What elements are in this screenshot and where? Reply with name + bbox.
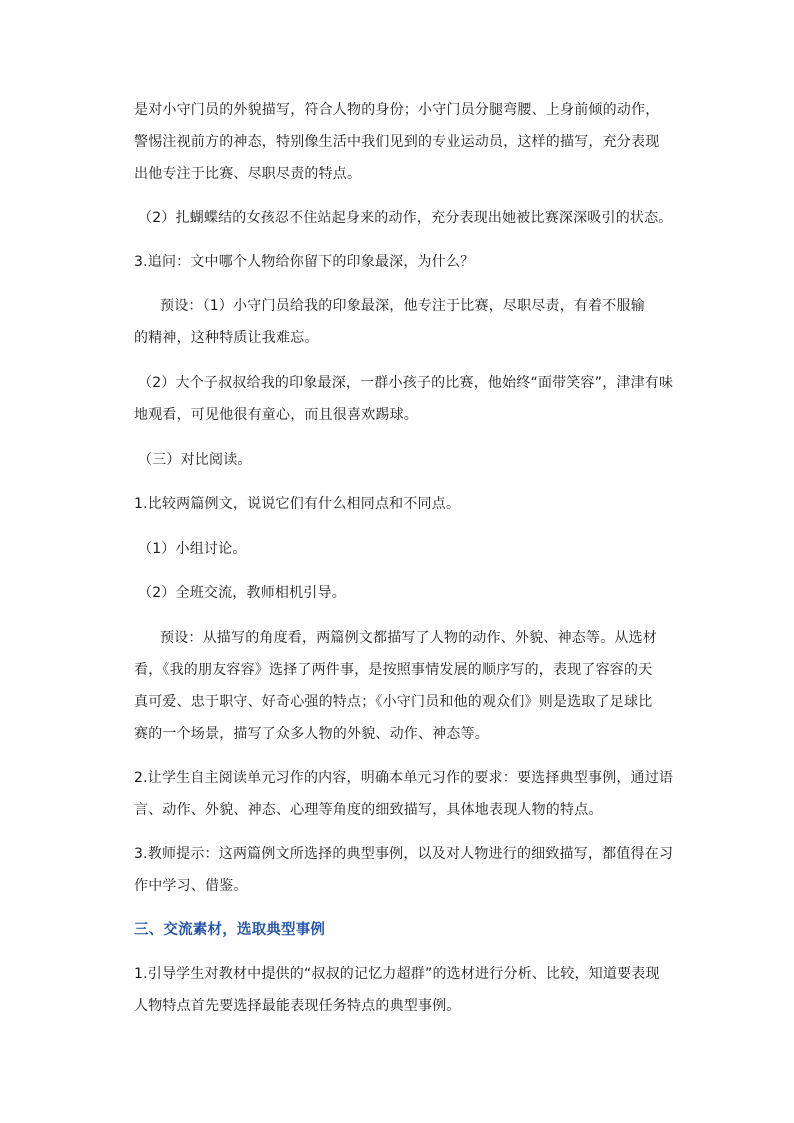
paragraph-line: 预设：从描写的角度看，两篇例文都描写了人物的动作、外貌、神态等。从选材 bbox=[160, 630, 657, 646]
paragraph-line: （2）大个子叔叔给我的印象最深，一群小孩子的比赛，他始终“面带笑容”，津津有味 bbox=[138, 375, 674, 391]
paragraph-line: （1）小组讨论。 bbox=[138, 541, 247, 557]
section-heading: （三）对比阅读。 bbox=[138, 452, 252, 468]
paragraph-line: （2）扎蝴蝶结的女孩忍不住站起身来的动作，充分表现出她被比赛深深吸引的状态。 bbox=[138, 210, 673, 226]
paragraph-line: 地观看，可见他很有童心，而且很喜欢踢球。 bbox=[134, 407, 418, 423]
paragraph-line: 1.引导学生对教材中提供的“叔叔的记忆力超群”的选材进行分析、比较，知道要表现 bbox=[134, 966, 660, 982]
paragraph-line: 真可爱、忠于职守、好奇心强的特点；《小守门员和他的观众们》则是选取了足球比 bbox=[134, 694, 653, 710]
paragraph-line: 作中学习、借鉴。 bbox=[134, 878, 248, 894]
paragraph-line: 人物特点首先要选择最能表现任务特点的典型事例。 bbox=[134, 998, 461, 1014]
paragraph-line: 言、动作、外貌、神态、心理等角度的细致描写，具体地表现人物的特点。 bbox=[134, 802, 603, 818]
paragraph-line: 看，《我的朋友容容》选择了两件事，是按照事情发展的顺序写的，表现了容容的天 bbox=[134, 662, 653, 678]
paragraph-line: （2）全班交流，教师相机引导。 bbox=[138, 585, 346, 601]
paragraph-line: 是对小守门员的外貌描写，符合人物的身份；小守门员分腿弯腰、上身前倾的动作， bbox=[134, 102, 660, 118]
paragraph-line: 3.教师提示：这两篇例文所选择的典型事例，以及对人物进行的细致描写，都值得在习 bbox=[134, 846, 674, 862]
paragraph-line: 的精神，这种特质让我难忘。 bbox=[134, 330, 319, 346]
paragraph-line: 1.比较两篇例文，说说它们有什么相同点和不同点。 bbox=[134, 496, 461, 512]
paragraph-line: 赛的一个场景，描写了众多人物的外貌、动作、神态等。 bbox=[134, 726, 489, 742]
paragraph-line: 2.让学生自主阅读单元习作的内容，明确本单元习作的要求：要选择典型事例，通过语 bbox=[134, 770, 674, 786]
paragraph-line: 3.追问：文中哪个人物给你留下的印象最深，为什么？ bbox=[134, 254, 475, 270]
paragraph-line: 预设：（1）小守门员给我的印象最深，他专注于比赛，尽职尽责，有着不服输 bbox=[160, 298, 645, 314]
section-heading-blue: 三、交流素材，选取典型事例 bbox=[134, 922, 326, 938]
paragraph-line: 出他专注于比赛、尽职尽责的特点。 bbox=[134, 166, 362, 182]
paragraph-line: 警惕注视前方的神态，特别像生活中我们见到的专业运动员，这样的描写，充分表现 bbox=[134, 134, 660, 150]
